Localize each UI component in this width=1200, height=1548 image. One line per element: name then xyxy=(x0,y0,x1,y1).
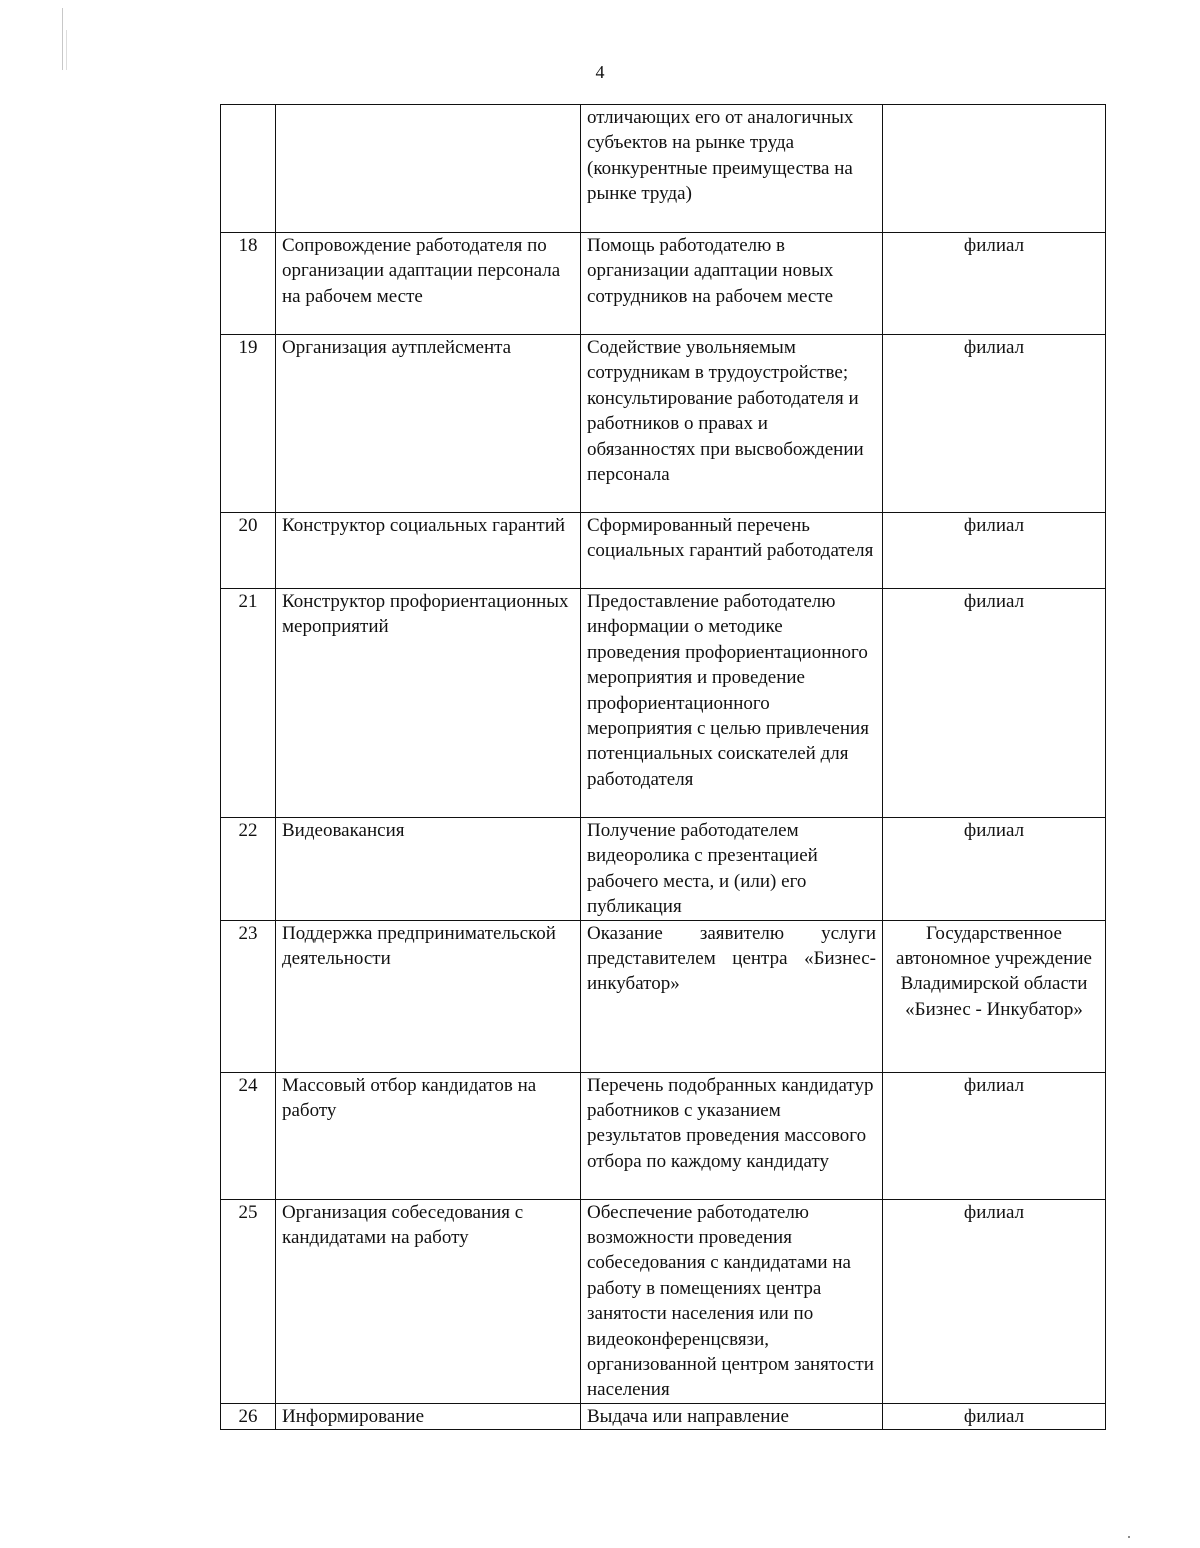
service-responsible: филиал xyxy=(883,1072,1106,1199)
service-name: Поддержка предпринимательской деятельности xyxy=(276,920,581,1072)
service-name: Видеовакансия xyxy=(276,818,581,921)
row-number: 24 xyxy=(221,1072,276,1199)
service-result: Выдача или направление xyxy=(581,1403,883,1429)
row-number: 18 xyxy=(221,233,276,335)
row-number: 20 xyxy=(221,513,276,589)
service-name xyxy=(276,105,581,233)
row-number: 21 xyxy=(221,589,276,818)
row-number: 22 xyxy=(221,818,276,921)
service-responsible: филиал xyxy=(883,818,1106,921)
row-number: 26 xyxy=(221,1403,276,1429)
service-responsible: филиал xyxy=(883,335,1106,513)
service-responsible: филиал xyxy=(883,589,1106,818)
table-row xyxy=(221,513,1106,589)
service-result: Перечень подобранных кандидатур работников с указанием результатов проведения массового отбора по каждому кандидату xyxy=(581,1072,883,1199)
service-name: Организация собеседования с кандидатами на работу xyxy=(276,1199,581,1403)
service-result: Получение работодателем видеоролика с презентацией рабочего места, и (или) его публикация xyxy=(581,818,883,921)
row-number: 19 xyxy=(221,335,276,513)
table-row xyxy=(221,589,1106,818)
service-name: Массовый отбор кандидатов на работу xyxy=(276,1072,581,1199)
row-number xyxy=(221,105,276,233)
service-responsible: филиал xyxy=(883,1403,1106,1429)
service-responsible: филиал xyxy=(883,233,1106,335)
service-result: Сформированный перечень социальных гарантий работодателя xyxy=(581,513,883,589)
services-table xyxy=(220,104,1106,1430)
service-result: отличающих его от аналогичных субъектов на рынке труда (конкурентные преимущества на рынке труда) xyxy=(581,105,883,233)
service-name: Конструктор социальных гарантий xyxy=(276,513,581,589)
table-row xyxy=(221,920,1106,1072)
page-number: 4 xyxy=(595,62,605,82)
service-name: Конструктор профориентационных мероприятий xyxy=(276,589,581,818)
service-responsible: Государственное автономное учреждение Владимирской области «Бизнес - Инкубатор» xyxy=(883,920,1106,1072)
service-name: Сопровождение работодателя по организации адаптации персонала на рабочем месте xyxy=(276,233,581,335)
table-row xyxy=(221,1072,1106,1199)
service-responsible: филиал xyxy=(883,513,1106,589)
table-row xyxy=(221,1199,1106,1403)
table-row xyxy=(221,818,1106,921)
table-row xyxy=(221,233,1106,335)
service-responsible: филиал xyxy=(883,1199,1106,1403)
service-result: Оказание заявителю услуги представителем центра «Бизнес-инкубатор» xyxy=(581,920,883,1072)
table-row xyxy=(221,335,1106,513)
scan-speck xyxy=(1128,1536,1130,1538)
row-number: 23 xyxy=(221,920,276,1072)
service-result: Обеспечение работодателю возможности проведения собеседования с кандидатами на работу в помещениях центра занятости населения или по видеоконференцсвязи, организованной центром занятости населения xyxy=(581,1199,883,1403)
service-result: Предоставление работодателю информации о методике проведения профориентационного мероприятия и проведение профориентационного мероприятия с целью привлечения потенциальных соискателей для работодателя xyxy=(581,589,883,818)
service-responsible xyxy=(883,105,1106,233)
service-name: Организация аутплейсмента xyxy=(276,335,581,513)
table-row xyxy=(221,1403,1106,1429)
service-result: Помощь работодателю в организации адаптации новых сотрудников на рабочем месте xyxy=(581,233,883,335)
scan-margin-mark xyxy=(62,8,63,70)
row-number: 25 xyxy=(221,1199,276,1403)
service-name: Информирование xyxy=(276,1403,581,1429)
service-result: Содействие увольняемым сотрудникам в трудоустройстве; консультирование работодателя и работников о правах и обязанностях при высвобождении персонала xyxy=(581,335,883,513)
table-row xyxy=(221,105,1106,233)
